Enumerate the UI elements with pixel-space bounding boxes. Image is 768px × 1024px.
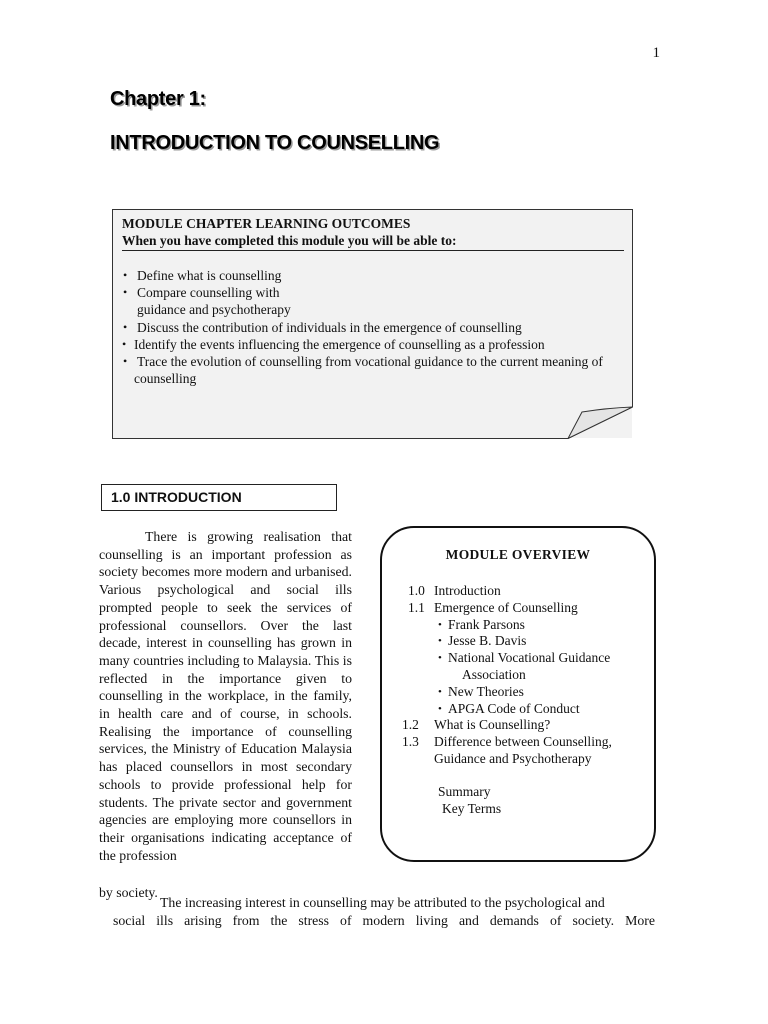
overview-entry-continued: Guidance and Psychotherapy [434,750,592,766]
list-item [122,284,624,318]
bullet-icon: • [123,354,128,369]
overview-sub-item [408,701,648,718]
overview-sub-item-text: Frank Parsons [448,616,525,632]
overview-entry [402,717,648,734]
section-heading-box [101,484,337,511]
intro-paragraph: There is growing realisation that counselling is an important profession as society becomes more modern and urbanised. Various psychological and social ills prompted people to seek the services of professional counsellors. Over the last decade, interest in counselling has grown in many countries including to Malaysia. This is reflected in the importance given to counselling in the workplace, in the family, in health care and of course, in schools. Realising the importance of counselling services, the Ministry of Education Malaysia has placed counsellors in most secondary schools to provide professional help for students. The private sector and government agencies are employing more counsellors in their organisations indicating acceptance of the profession [99,529,352,863]
paragraph-tail-start: by society. [99,885,158,900]
list-item-text: Identify the events influencing the emergence of counselling as a profession [134,336,545,352]
overview-entry [408,583,648,600]
overview-sub-item [408,650,648,667]
overview-key-terms: Key Terms [442,800,502,816]
module-overview-list [402,583,648,817]
list-item-text: Discuss the contribution of individuals in the emergence of counselling [137,319,522,335]
overview-sub-item-continued: Association [462,666,526,682]
bullet-icon: • [438,635,442,648]
paragraph-next-line: social ills arising from the stress of modern living and demands of society. More [113,913,655,928]
bullet-icon: • [123,268,128,282]
overview-sub-item [408,617,648,634]
learning-outcomes-heading: MODULE CHAPTER LEARNING OUTCOMES [122,216,411,231]
overview-entry-text: Introduction [434,583,501,598]
overview-sub-item-text: National Vocational Guidance [448,650,611,666]
bullet-icon: • [123,285,128,300]
list-item-text-continued: guidance and psychotherapy [137,302,291,318]
overview-sub-item [408,684,648,701]
list-item-text: Compare counselling with [137,285,280,301]
list-item [122,336,624,353]
section-heading: 1.0 INTRODUCTION [111,489,242,505]
chapter-title: INTRODUCTION TO COUNSELLING [110,132,440,154]
list-item [122,319,624,336]
bullet-icon: • [122,336,127,351]
module-overview-box [380,526,656,862]
overview-sub-item [408,633,648,650]
overview-entry-number: 1.0 [408,583,425,598]
module-overview-title: MODULE OVERVIEW [445,547,591,562]
learning-outcomes-box [112,209,632,438]
list-item-text: Trace the evolution of counselling from vocational guidance to the current meaning of [137,354,603,370]
list-item-text: Define what is counselling [137,268,282,283]
paragraph-overlap-line: The increasing interest in counselling may be attributed to the psychological and [160,895,605,910]
list-item [122,353,624,387]
list-item [122,267,624,284]
overview-sub-item-text: APGA Code of Conduct [448,700,580,716]
overview-entry [402,734,648,751]
bullet-icon: • [123,319,128,334]
learning-outcomes-content [122,215,624,387]
list-item-text-continued: counselling [134,371,197,387]
overview-entry-text: Difference between Counselling, [434,734,612,750]
learning-outcomes-list [122,267,624,387]
overview-summary: Summary [438,783,491,799]
chapter-label: Chapter 1: [110,88,206,110]
overview-entry-number: 1.1 [408,599,425,615]
bullet-icon: • [438,618,442,631]
overview-entry-text: What is Counselling? [434,717,551,733]
bullet-icon: • [438,685,442,698]
overview-sub-item-text: Jesse B. Davis [448,633,527,649]
overview-sub-item-text: New Theories [448,683,524,699]
overview-entry-text: Emergence of Counselling [434,599,578,615]
overview-entry-number: 1.2 [402,717,419,733]
bullet-icon: • [438,652,442,665]
page-number: 1 [652,45,660,61]
overview-entry [408,600,648,617]
overview-entry-number: 1.3 [402,734,419,750]
bullet-icon: • [438,702,442,715]
learning-outcomes-subheading: When you have completed this module you will be able to: [122,232,624,251]
